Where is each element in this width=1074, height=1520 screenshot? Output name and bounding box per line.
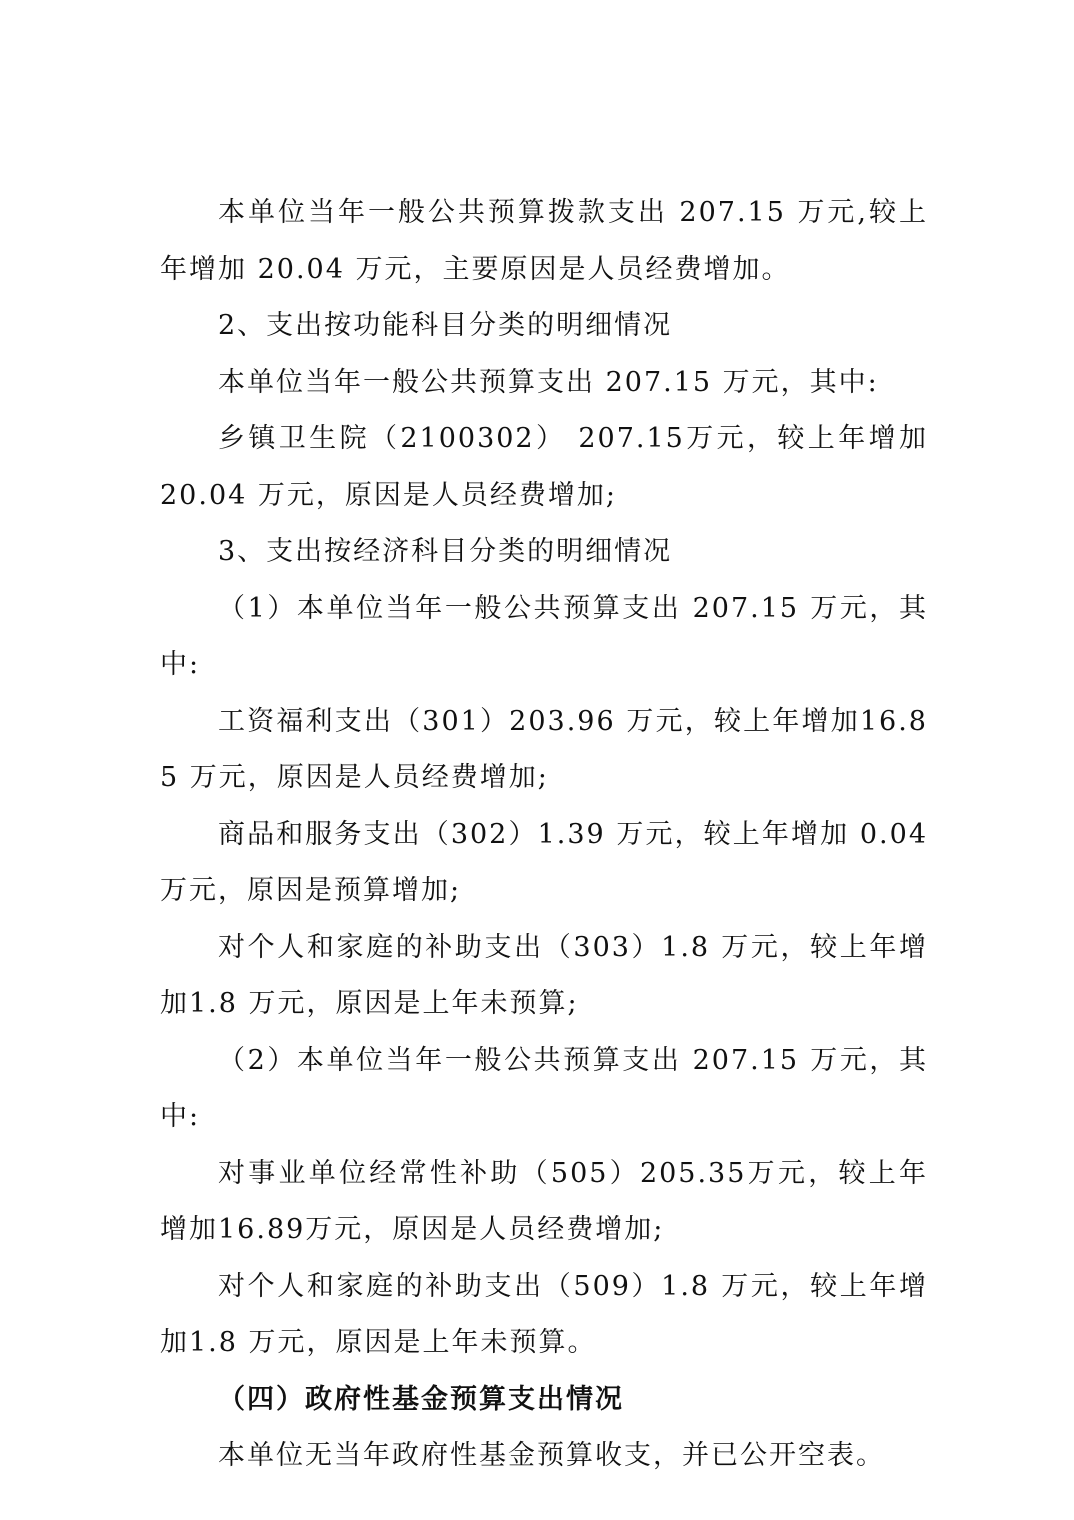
paragraph-household-subsidy-303: 对个人和家庭的补助支出（303）1.8 万元，较上年增加1.8 万元，原因是上年未预算; (160, 931, 928, 1019)
paragraph-goods-services: 商品和服务支出（302）1.39 万元，较上年增加 0.04 万元，原因是预算增加; (160, 818, 928, 906)
section-heading-functional-classification: 2、支出按功能科目分类的明细情况 (218, 310, 673, 341)
paragraph-government-fund-none: 本单位无当年政府性基金预算收支，并已公开空表。 (218, 1440, 885, 1471)
paragraph-township-hospital: 乡镇卫生院（2100302） 207.15万元，较上年增加 20.04 万元，原因是人员经费增加; (160, 423, 928, 511)
paragraph-wages-welfare: 工资福利支出（301）203.96 万元，较上年增加16.85 万元，原因是人员经费增加; (160, 705, 928, 793)
section-heading-economic-classification: 3、支出按经济科目分类的明细情况 (218, 536, 673, 567)
document-body (160, 185, 928, 1485)
paragraph-institution-subsidy: 对事业单位经常性补助（505）205.35万元，较上年增加16.89万元，原因是人员经费增加; (160, 1157, 928, 1245)
paragraph-economic-total-1: （1）本单位当年一般公共预算支出 207.15 万元，其中: (160, 592, 928, 680)
paragraph-budget-appropriation: 本单位当年一般公共预算拨款支出 207.15 万元,较上年增加 20.04 万元，主要原因是人员经费增加。 (160, 197, 928, 285)
paragraph-household-subsidy-509: 对个人和家庭的补助支出（509）1.8 万元，较上年增加1.8 万元，原因是上年未预算。 (160, 1270, 928, 1358)
section-heading-government-fund: （四）政府性基金预算支出情况 (218, 1383, 624, 1415)
paragraph-economic-total-2: （2）本单位当年一般公共预算支出 207.15 万元，其中: (160, 1044, 928, 1132)
paragraph-functional-total: 本单位当年一般公共预算支出 207.15 万元，其中: (218, 366, 879, 398)
